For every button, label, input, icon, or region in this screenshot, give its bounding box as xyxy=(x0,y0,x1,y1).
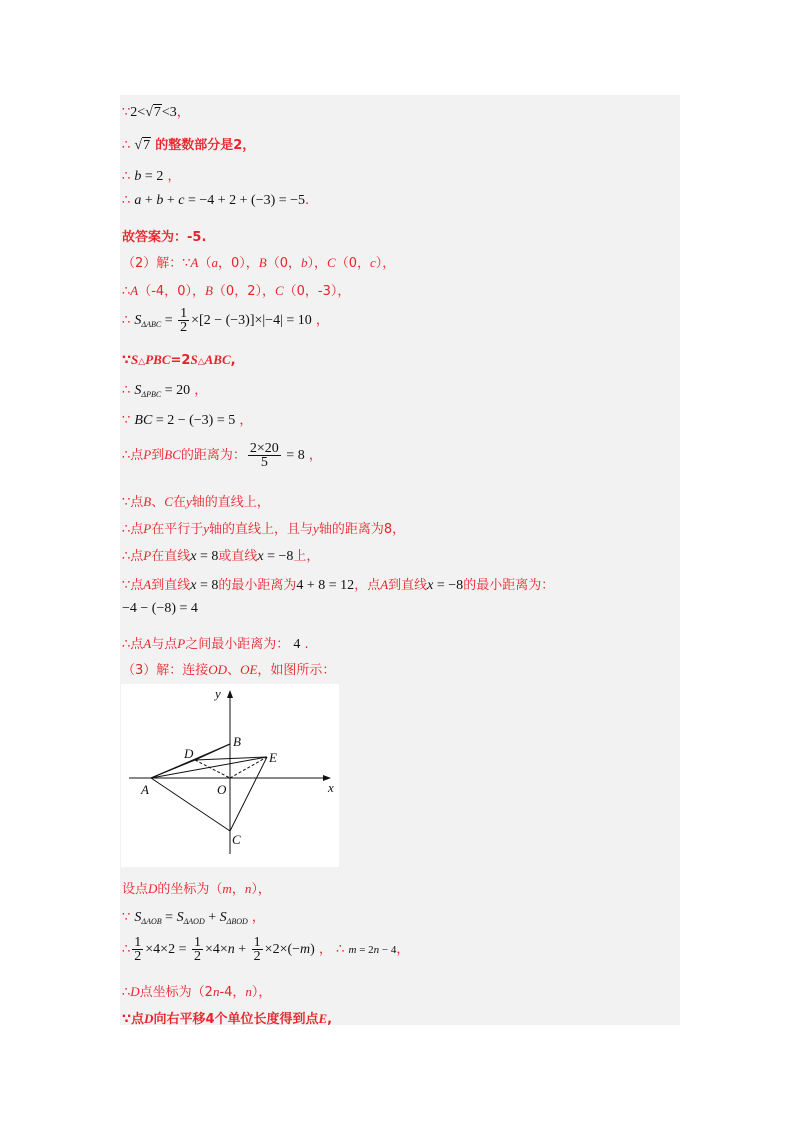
line-14: ∴点P在平行于y轴的直线上，且与y轴的距离为8， xyxy=(122,521,406,537)
line-23: ∴D点坐标为（2n-4，n）， xyxy=(122,984,272,1000)
line-24: ∵点D向右平移4个单位长度得到点E, xyxy=(122,1011,333,1027)
y-axis-arrow xyxy=(227,690,233,698)
line-6: （2）解：∵A（a，0），B（0，b），C（0，c）， xyxy=(122,255,396,271)
line-1: ∵2<√7<3， xyxy=(122,105,190,120)
label-y: y xyxy=(215,686,221,701)
line-12: ∴点P到BC的距离为： $\frac{2\times 20}{5}$ = 8 ， xyxy=(122,441,322,470)
line-4: ∴ a + b + c = −4 + 2 + (−3) = −5. xyxy=(122,193,310,208)
line-10: ∴ $S_{\Delta PBC} = 20$ ， xyxy=(122,383,208,399)
line-13: ∵点B、C在y轴的直线上， xyxy=(122,494,270,510)
segment-EC xyxy=(230,757,267,831)
label-C: C xyxy=(232,832,241,847)
line-5: 故答案为：-5. xyxy=(122,230,207,245)
line-17: −4 − (−8) = 4 xyxy=(122,601,198,616)
line-11: ∵ BC = 2 − (−3) = 5 ， xyxy=(122,413,253,428)
line-21: ∵ $S_{\Delta AOB} = S_{\Delta AOD} + S_{\Delta BOD}$ ， xyxy=(122,910,265,926)
line-7: ∴A（-4，0），B（0，2），C（0，-3）， xyxy=(122,283,351,299)
label-x: x xyxy=(328,780,334,795)
coordinate-diagram xyxy=(121,684,339,867)
line-20: 设点D的坐标为（m，n）， xyxy=(122,881,271,897)
geometry-figure xyxy=(121,684,339,867)
line-22: ∴ $\frac{1}{2}$ ×4×2 = $\frac{1}{2}$ ×4×n + $\frac{1}{2}$ ×2×(−m) ， ∴ m = 2n − 4， xyxy=(122,935,410,964)
label-B: B xyxy=(233,734,241,749)
line-3: ∴ b = 2 ， xyxy=(122,169,181,184)
line-2: ∴ √7 的整数部分是2， xyxy=(122,138,256,153)
label-O: O xyxy=(217,782,227,797)
line-9: ∵S△PBC=2S△ABC, xyxy=(122,352,236,368)
line-18: ∴点A与点P之间最小距离为： 4 . xyxy=(122,636,309,652)
line-16: ∵点A到直线x = 8的最小距离为4 + 8 = 12，点A到直线x = −8的最小距离为： xyxy=(122,577,555,593)
label-E: E xyxy=(269,750,277,765)
label-D: D xyxy=(184,746,194,761)
label-A: A xyxy=(141,782,149,797)
line-19: （3）解：连接OD、OE，如图所示： xyxy=(122,662,336,678)
line-8: ∴ $S_{\Delta ABC}$ = $\frac{1}{2}$ ×[2 − (−3)]×|−4| = 10 ， xyxy=(122,306,329,335)
line-15: ∴点P在直线x = 8或直线x = −8上， xyxy=(122,548,320,564)
